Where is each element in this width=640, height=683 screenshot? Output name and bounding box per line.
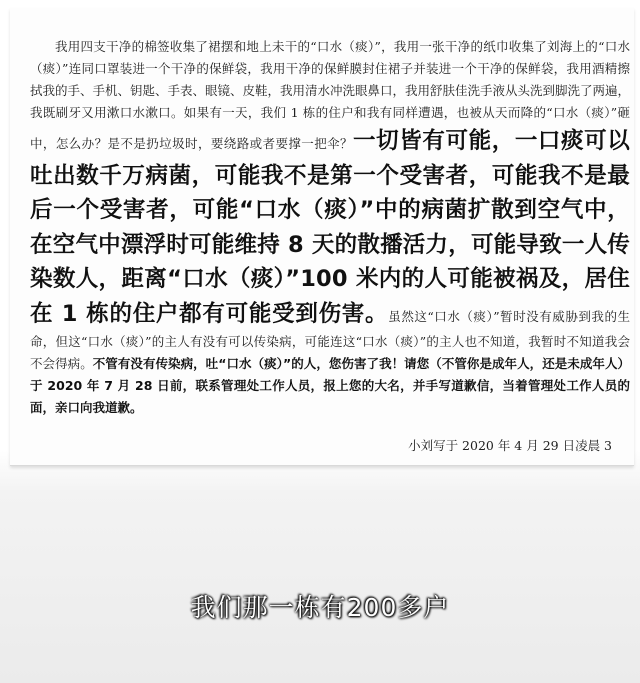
notice-paper	[10, 8, 634, 466]
signature-line: 小刘写于 2020 年 4 月 29 日凌晨 3	[408, 438, 612, 453]
paragraph-2-bold: 不管有没有传染病，吐“口水（痰）”的人，您伤害了我！请您（不管你是成年人，还是未成年人）于 2020 年 7 月 28 日前，联系管理处工作人员，报上您的大名，并手写道歉信，当着管理处工作人员的面，亲口向我道歉。	[30, 356, 630, 415]
notice-text	[30, 36, 630, 419]
paragraph-1: 我用四支干净的棉签收集了裙摆和地上未干的“口水（痰）”，我用一张干净的纸巾收集了刘海上的“口水（痰）”连同口罩装进一个干净的保鲜袋，我用干净的保鲜膜封住裙子并装进一个干净的保鲜袋，我用酒精擦拭我的手、手机、钥匙、手表、眼镜、皮鞋，我用清水冲洗眼鼻口，我用舒肤佳洗手液从头洗到脚洗了两遍，我既刷牙又用漱口水漱口。如果有一天，我们 1 栋的住户和我有同样遭遇，也被从天而降的“口水（痰）”砸中，怎么办？是不是扔垃圾时，要绕路或者要撑一把伞？	[30, 39, 631, 151]
video-subtitle: 我们那一栋有200多户	[190, 593, 450, 622]
emphasized-paragraph: 一切皆有可能，一口痰可以吐出数千万病菌，可能我不是第一个受害者，可能我不是最后一个受害者，可能“口水（痰）”中的病菌扩散到空气中，在空气中漂浮时可能维持 8 天的散播活力，可能导致一人传染数人，距离“口水（痰）”100 米内的人可能被祸及，居住在 1 栋的住户都有可能受到伤害。	[30, 128, 630, 327]
paragraph-2: 虽然这“口水（痰）”暂时没有威胁到我的生命，但这“口水（痰）”的主人有没有可以传染病，可能连这“口水（痰）”的主人也不知道，我暂时不知道我会不会得病。	[30, 308, 630, 371]
